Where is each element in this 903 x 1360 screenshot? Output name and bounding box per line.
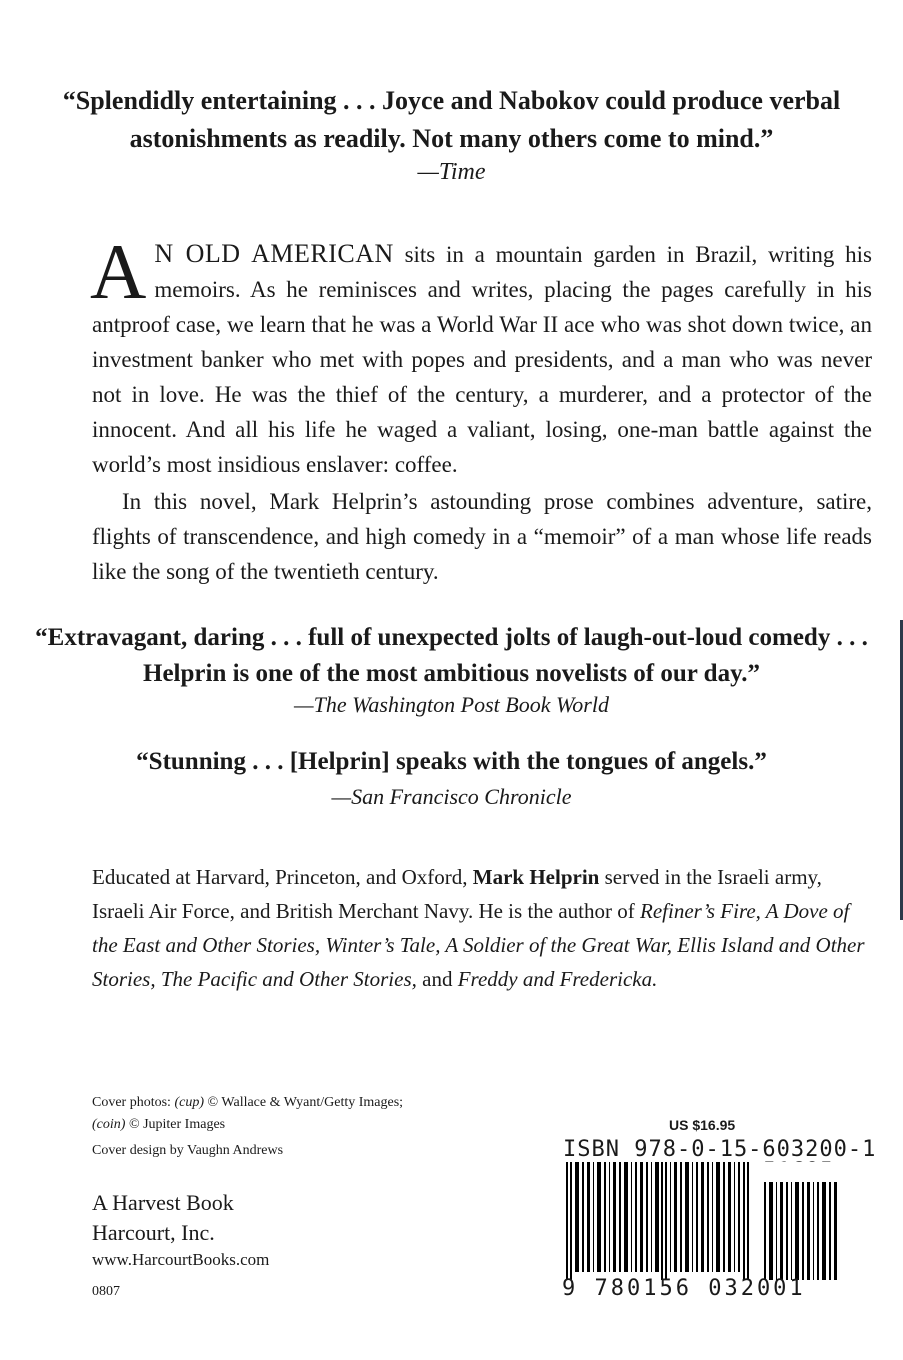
paragraph-1-text: sits in a mountain garden in Brazil, writing his memoirs. As he reminisces and writes, placing the pages carefully in his antproof case, we learn that he was a World War II ace who was shot down twice, an investment banker who met with popes and presidents, and a man who was never not in love. He was the thief of the century, a murderer, and a protector of the innocent. And all his life he waged a valiant, losing, one-man battle against the world’s most insidious enslaver: coffee. xyxy=(92,242,872,477)
bio-and: and xyxy=(416,967,458,991)
barcode-digits: 9 780156 032001 xyxy=(562,1276,806,1301)
cover-credits xyxy=(92,1092,492,1162)
description-paragraph-2: In this novel, Mark Helprin’s astounding prose combines adventure, satire, flights of transcendence, and high comedy in a “memoir” of a man whose life reads like the song of the twentieth century. xyxy=(92,489,872,584)
bio-last-title: Freddy and Fredericka. xyxy=(457,967,658,991)
quote-washington-post: “Extravagant, daring . . . full of unexpected jolts of laugh-out-loud comedy . . . Helprin is one of the most ambitious novelists of our day.” xyxy=(35,624,868,687)
publisher-block xyxy=(92,1188,234,1248)
credit-line-1: Cover photos: (cup) © Wallace & Wyant/Getty Images; xyxy=(92,1095,404,1110)
drop-cap: A xyxy=(90,228,147,315)
quote-time-attribution: —Time xyxy=(417,159,486,185)
credit-line-2: (coin) © Jupiter Images xyxy=(92,1117,226,1132)
author-bio xyxy=(92,860,876,996)
author-name: Mark Helprin xyxy=(472,865,600,889)
isbn-label: ISBN 978-0-15-603200-1 xyxy=(563,1137,877,1162)
publisher-website: www.HarcourtBooks.com xyxy=(92,1250,270,1269)
quote-sf-chronicle-attribution: —San Francisco Chronicle xyxy=(331,784,572,809)
publisher-imprint: A Harvest Book xyxy=(92,1190,234,1215)
description-paragraph-1 xyxy=(90,228,872,482)
quote-sf-chronicle: “Stunning . . . [Helprin] speaks with the tongues of angels.” xyxy=(136,748,767,775)
price-label: US $16.95 xyxy=(669,1117,736,1133)
print-code: 0807 xyxy=(92,1284,120,1299)
lead-in-smallcaps: N OLD AMERICAN xyxy=(154,239,394,268)
bio-intro: Educated at Harvard, Princeton, and Oxford, xyxy=(92,865,473,889)
barcode-icon xyxy=(558,1162,858,1282)
credit-line-3: Cover design by Vaughn Andrews xyxy=(92,1143,284,1158)
bio-titles: Refiner’s Fire, A Dove of the East and Other Stories, Winter’s Tale, A Soldier of the Great War, Ellis Island and Other Stories, The Pacific and Other Stories, xyxy=(92,899,865,991)
quote-washington-post-attribution: —The Washington Post Book World xyxy=(294,692,609,717)
publisher-company: Harcourt, Inc. xyxy=(92,1220,215,1245)
bio-middle: served in the Israeli army, Israeli Air Force, and British Merchant Navy. He is the author of xyxy=(92,865,822,923)
quote-time: “Splendidly entertaining . . . Joyce and Nabokov could produce verbal astonishments as readily. Not many others come to mind.” xyxy=(62,86,841,153)
